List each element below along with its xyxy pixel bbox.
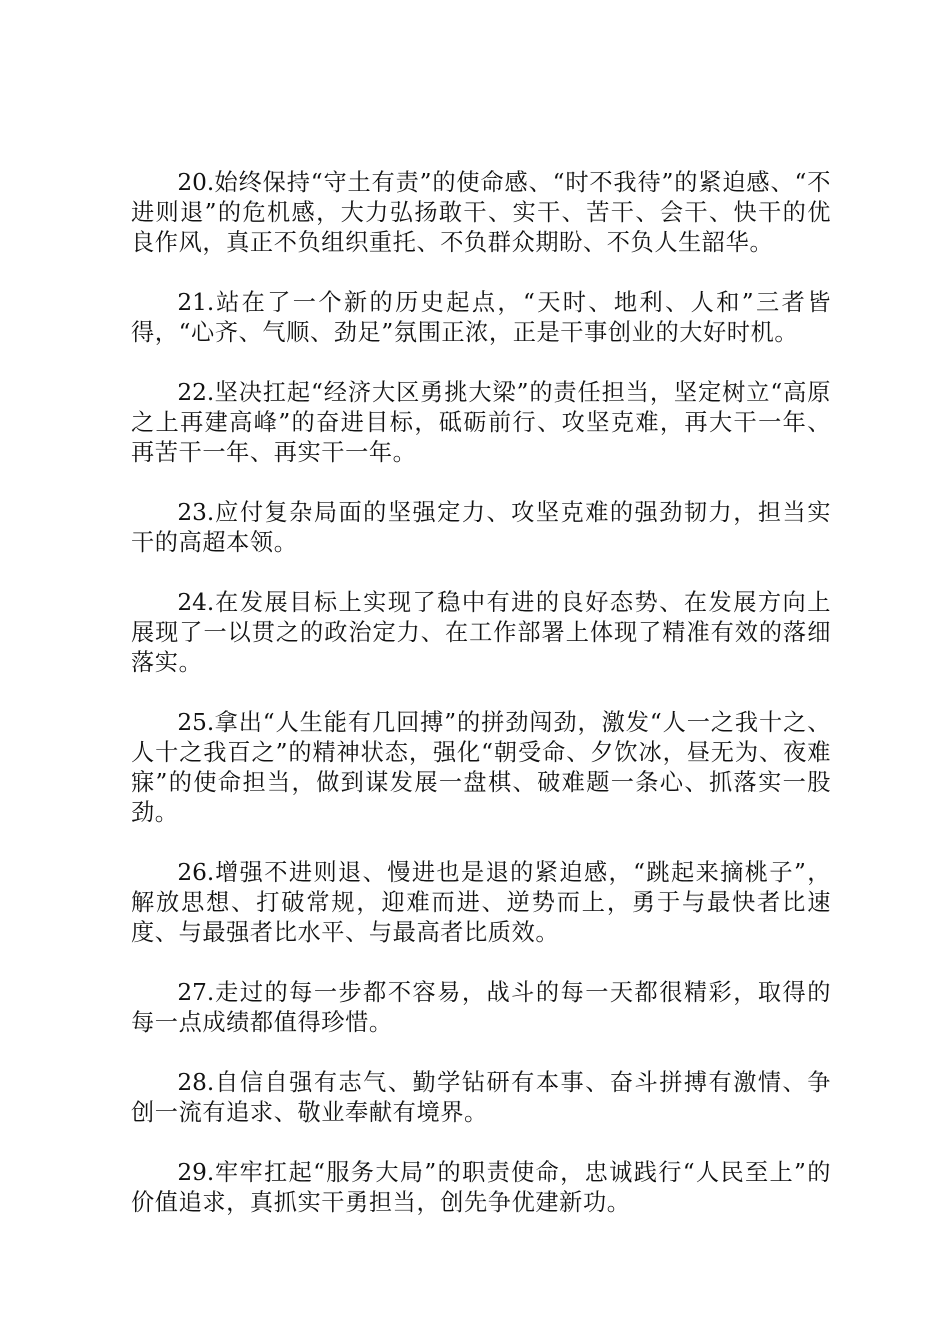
paragraph-number: 24.	[177, 589, 215, 616]
paragraph-text: 在发展目标上实现了稳中有进的良好态势、在发展方向上展现了一以贯之的政治定力、在工作部署上体现了精准有效的落细落实。	[131, 589, 831, 676]
paragraph-text: 应付复杂局面的坚强定力、攻坚克难的强劲韧力，担当实干的高超本领。	[131, 499, 831, 556]
paragraph-text: 牢牢扛起“服务大局”的职责使命，忠诚践行“人民至上”的价值追求，真抓实干勇担当，创先争优建新功。	[131, 1159, 831, 1216]
paragraph-number: 28.	[177, 1069, 215, 1096]
paragraph-29	[131, 1158, 831, 1218]
paragraph-number: 22.	[177, 379, 215, 406]
paragraph-text: 自信自强有志气、勤学钻研有本事、奋斗拼搏有激情、争创一流有追求、敬业奉献有境界。	[131, 1069, 831, 1126]
paragraph-21	[131, 288, 831, 348]
paragraph-number: 20.	[177, 169, 215, 196]
document-page	[131, 168, 831, 1248]
paragraph-text: 始终保持“守土有责”的使命感、“时不我待”的紧迫感、“不进则退”的危机感，大力弘扬敢干、实干、苦干、会干、快干的优良作风，真正不负组织重托、不负群众期盼、不负人生韶华。	[131, 169, 831, 256]
paragraph-24	[131, 588, 831, 678]
paragraph-26	[131, 858, 831, 948]
paragraph-25	[131, 708, 831, 828]
paragraph-number: 29.	[177, 1159, 215, 1186]
paragraph-28	[131, 1068, 831, 1128]
paragraph-22	[131, 378, 831, 468]
paragraph-text: 走过的每一步都不容易，战斗的每一天都很精彩，取得的每一点成绩都值得珍惜。	[131, 979, 831, 1036]
paragraph-20	[131, 168, 831, 258]
paragraph-23	[131, 498, 831, 558]
paragraph-number: 21.	[177, 289, 215, 316]
paragraph-number: 27.	[177, 979, 215, 1006]
paragraph-text: 增强不进则退、慢进也是退的紧迫感，“跳起来摘桃子”，解放思想、打破常规，迎难而进、逆势而上，勇于与最快者比速度、与最强者比水平、与最高者比质效。	[131, 859, 831, 946]
paragraph-number: 26.	[177, 859, 215, 886]
paragraph-text: 站在了一个新的历史起点，“天时、地利、人和”三者皆得，“心齐、气顺、劲足”氛围正浓，正是干事创业的大好时机。	[131, 289, 831, 346]
paragraph-27	[131, 978, 831, 1038]
paragraph-number: 23.	[177, 499, 215, 526]
paragraph-text: 拿出“人生能有几回搏”的拼劲闯劲，激发“人一之我十之、人十之我百之”的精神状态，强化“朝受命、夕饮冰，昼无为、夜难寐”的使命担当，做到谋发展一盘棋、破难题一条心、抓落实一股劲。	[131, 709, 831, 826]
paragraph-number: 25.	[177, 709, 215, 736]
paragraph-text: 坚决扛起“经济大区勇挑大梁”的责任担当，坚定树立“高原之上再建高峰”的奋进目标，砥砺前行、攻坚克难，再大干一年、再苦干一年、再实干一年。	[131, 379, 831, 466]
